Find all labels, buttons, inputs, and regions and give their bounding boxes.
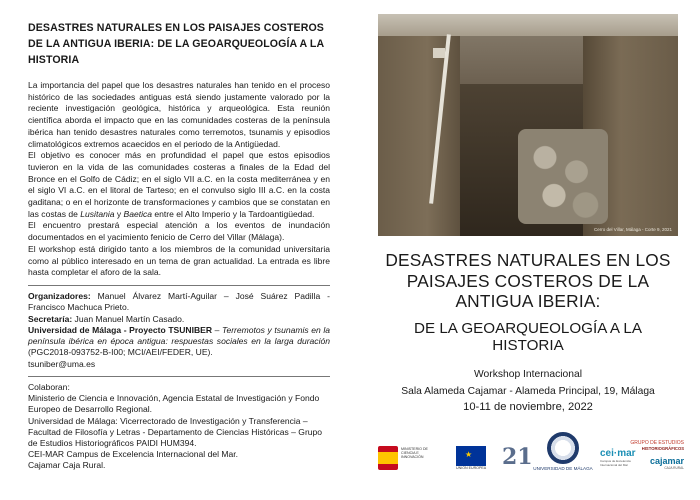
project-line [28,325,330,359]
photo-stones [518,129,608,224]
cajamar-logo-text: cajamar [649,456,684,466]
uma-logo-text: UNIVERSIDAD DE MÁLAGA [533,466,593,471]
paragraph-focus: El encuentro prestará especial atención a los eventos de inundación documentados en el yacimiento fenicio de Cerro del Villar (Málaga). [28,220,330,243]
spain-shield-icon [378,446,398,470]
text-span: El objetivo es conocer más en profundidad el papel que estos episodios tuvieron en la vida de las comunidades costeras a finales de la Edad del Bronce en el Golfo de Cádiz; en el siglo VII a.C. en la costa mediterránea y en el siglo VI a.C. en el litoral de Tarteso; en el convulso siglo III a.C. en la costa gaditana; o en el horizonte de transformaciones y cambios que se constatan en las costas de [28,150,330,219]
organizers-block [28,291,330,370]
gei-logo-text2: HISTORIOGRÁFICOS [641,446,684,451]
organizers-line [28,291,330,314]
baetica-term: Baetica [123,208,153,219]
photo-credit: Cerro del Villar, Málaga - Corte 9, 2021 [594,227,672,232]
collaborator-cajamar: Cajamar Caja Rural. [28,460,106,471]
description [28,80,330,279]
project-ref: (PGC2018-093752-B-I00; MCI/AEI/FEDER, UE). [28,347,213,358]
photo-flag [433,48,445,58]
text-span: – [212,324,223,335]
divider [28,285,330,286]
collaborator-ministry: Ministerio de Ciencia e Innovación, Agencia Estatal de Investigación y Fondo Europeo de Desarrollo Regional. [28,393,320,415]
ministry-logo-text: MINISTERIO DE CIENCIA E INNOVACIÓN [401,447,428,460]
secretary-label: Secretaría: [28,313,73,324]
lusitania-term: Lusitania [80,208,115,219]
left-title: DESASTRES NATURALES EN LOS PAISAJES COSTEROS DE LA ANTIGUA IBERIA: DE LA GEOARQUEOLOGÍA A LA HISTORIA [28,22,324,66]
text-span: y [114,208,124,219]
right-column [378,14,678,414]
collaborator-uma: Universidad de Málaga: Vicerrectorado de Investigación y Transferencia – Facultad de Filosofía y Letras - Departamento de Ciencias Históricas – Grupo de Estudios Historiográficos PAIDI HUM394. [28,415,323,449]
organizers-names: Manuel Álvarez Martí-Aguilar – José Suárez Padilla - Francisco Machuca Prieto. [28,290,330,313]
event-dates: 10-11 de noviembre, 2022 [463,400,593,413]
project-title: Terremotos y tsunamis en la península ibérica en época antigua: respuestas sociales en la larga duración [28,324,330,347]
ministry-logo [378,446,454,470]
excavation-photo [378,14,678,236]
collaborators-label: Colaboran: [28,382,70,393]
photo-sky [378,14,678,36]
eu-flag-icon: ★ [456,446,486,466]
main-subtitle: DE LA GEOARQUEOLOGÍA A LA HISTORIA [414,319,642,354]
photo-wall-left [378,36,460,236]
text-span: entre el Alto Imperio y la Tardoantigüedad. [152,208,315,219]
cajamar-logo-subtext: CAJA RURAL [664,466,684,470]
collaborators-block [28,382,330,472]
s21-logo: 21 [502,444,533,470]
secretary-line [28,314,330,325]
left-column [28,14,330,472]
venue: Sala Alameda Cajamar - Alameda Principal, 19, Málaga [401,385,655,397]
divider [28,376,330,377]
paragraph-importance: La importancia del papel que los desastres naturales han tenido en el proceso histórico de las sociedades antiguas está siendo justamente valorado por la reciente investigación geológica, histórica y arqueológica. Esta reunión científica aborda el impacto que en las comunidades costeras de la península ibérica han tenido desastres naturales como terremotos, tsunamis y episodios climatológicos extremos acaecidos en el periodo de la Antigüedad. [28,80,330,149]
eu-logo [456,446,496,472]
collaborator-ceimar: CEI-MAR Campus de Excelencia Internacional del Mar. [28,449,238,460]
uma-logo [528,432,598,482]
paragraph-audience: El workshop está dirigido tanto a los miembros de la comunidad universitaria como al público interesado en un tema de gran actualidad. La entrada es libre hasta completar el aforo de la sala. [28,243,330,278]
secretary-name: Juan Manuel Martín Casado. [72,313,185,324]
gei-logo-text1: GRUPO DE ESTUDIOS [630,440,684,446]
project-label: Universidad de Málaga - Proyecto TSUNIBER [28,324,213,335]
contact-email[interactable]: tsuniber@uma.es [28,358,96,369]
eu-logo-text: UNIÓN EUROPEA [456,466,487,470]
uma-seal-icon [547,432,579,464]
gei-cajamar-logos [628,440,684,480]
workshop-label: Workshop Internacional [474,368,582,380]
ceimar-logo-subtext: Campus de Excelencia Internacional del Mar [600,459,631,467]
main-title: DESASTRES NATURALES EN LOS PAISAJES COSTEROS DE LA ANTIGUA IBERIA: [385,250,671,311]
ceimar-logo-text: cei·mar [600,448,636,459]
organizers-label: Organizadores: [28,290,91,301]
sponsor-logos [378,432,684,484]
paragraph-objective [28,150,330,220]
